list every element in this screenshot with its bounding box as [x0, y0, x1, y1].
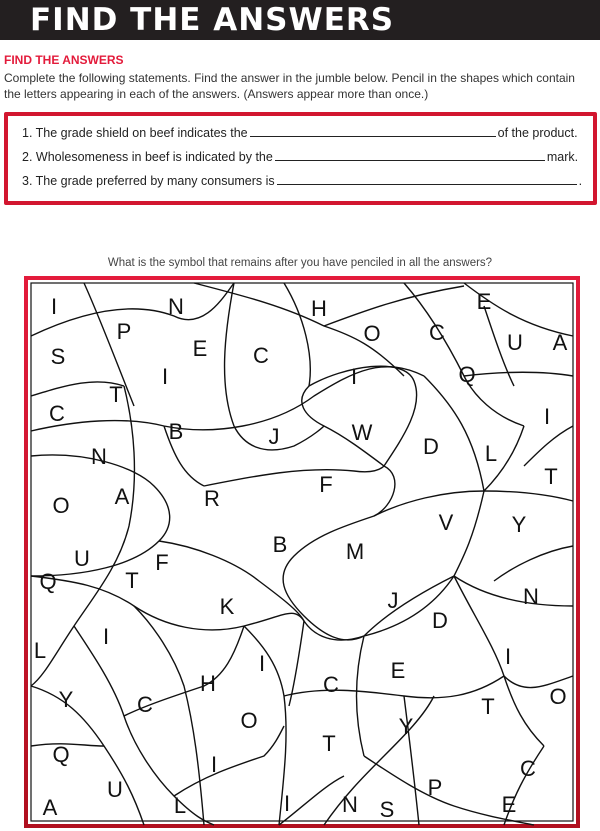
puzzle-letter: M — [345, 539, 365, 564]
puzzle-letter: I — [543, 404, 551, 429]
puzzle-letter: R — [204, 486, 220, 511]
puzzle-letter: Y — [58, 687, 74, 712]
questions-box — [4, 112, 597, 205]
answer-blank-3[interactable] — [277, 183, 577, 185]
puzzle-letter: C — [49, 401, 65, 426]
puzzle-letter: J — [268, 424, 280, 449]
instructions-text: Complete the following statements. Find the answer in the jumble below. Pencil in the shapes which contain the letters appearing in each of the answers. (Answers appear more than once.) — [4, 71, 575, 101]
puzzle-letter: E — [192, 336, 208, 361]
puzzle-letter: K — [219, 594, 235, 619]
puzzle-letter: E — [390, 658, 406, 683]
puzzle-letter: O — [363, 321, 381, 346]
puzzle-letter: U — [107, 777, 123, 802]
puzzle-letter: D — [432, 608, 448, 633]
puzzle-diagram[interactable] — [24, 276, 580, 828]
puzzle-letter: S — [50, 344, 66, 369]
puzzle-border — [26, 278, 578, 826]
question-3 — [22, 174, 582, 188]
puzzle-letter: I — [102, 624, 110, 649]
puzzle-letter: D — [423, 434, 439, 459]
puzzle-letter: O — [240, 708, 258, 733]
header-banner — [0, 0, 600, 40]
puzzle-letter: E — [476, 289, 492, 314]
puzzle-letter: B — [168, 419, 184, 444]
puzzle-letter: H — [311, 296, 327, 321]
section-title: FIND THE ANSWERS — [4, 53, 124, 67]
puzzle-letter: Y — [398, 714, 414, 739]
puzzle-letter: T — [481, 694, 495, 719]
puzzle-letter: T — [322, 731, 336, 756]
puzzle-letter: O — [52, 493, 70, 518]
question-3-text: 3. The grade preferred by many consumers is — [22, 174, 275, 188]
puzzle-letter: U — [507, 330, 523, 355]
puzzle-letter: P — [116, 319, 132, 344]
puzzle-letter: A — [114, 484, 130, 509]
puzzle-letter: A — [552, 330, 568, 355]
puzzle-letter: T — [544, 464, 558, 489]
question-2-text: 2. Wholesomeness in beef is indicated by the — [22, 150, 273, 164]
question-2 — [22, 150, 578, 164]
puzzle-letter: I — [258, 651, 266, 676]
page-title: FIND THE ANSWERS — [30, 2, 395, 38]
puzzle-letter: Y — [511, 512, 527, 537]
puzzle-letter: N — [523, 584, 539, 609]
puzzle-letter: V — [438, 510, 454, 535]
puzzle-letter: N — [91, 444, 107, 469]
puzzle-letter: O — [549, 684, 567, 709]
puzzle-letter: I — [210, 752, 218, 777]
puzzle-letter: E — [501, 792, 517, 817]
question-2-suffix: mark. — [546, 150, 579, 164]
puzzle-letter: T — [125, 568, 139, 593]
puzzle-letter: H — [200, 671, 216, 696]
puzzle-letter: T — [109, 382, 123, 407]
puzzle-letter: C — [253, 343, 269, 368]
question-1 — [22, 126, 578, 140]
puzzle-letter: A — [42, 795, 58, 820]
answer-blank-2[interactable] — [275, 159, 545, 161]
question-1-text: 1. The grade shield on beef indicates the — [22, 126, 248, 140]
puzzle-letter: C — [429, 320, 445, 345]
puzzle-letter: B — [272, 532, 288, 557]
puzzle-letter: W — [351, 420, 373, 445]
puzzle-letter: N — [342, 792, 358, 817]
puzzle-letter: F — [155, 550, 169, 575]
puzzle-letter: I — [283, 791, 291, 816]
answer-blank-1[interactable] — [250, 135, 496, 137]
puzzle-letter: L — [33, 638, 47, 663]
puzzle-question: What is the symbol that remains after you have penciled in all the answers? — [107, 257, 493, 269]
puzzle-letter: S — [379, 797, 395, 822]
puzzle-letter: I — [161, 364, 169, 389]
puzzle-letter: U — [74, 546, 90, 571]
puzzle-letter: C — [323, 672, 339, 697]
puzzle-letter: C — [137, 692, 153, 717]
puzzle-letter: J — [387, 588, 399, 613]
puzzle-letter: P — [427, 775, 443, 800]
puzzle-letter: Q — [39, 569, 57, 594]
question-1-suffix: of the product. — [497, 126, 578, 140]
puzzle-letter: C — [520, 756, 536, 781]
puzzle-letter: N — [168, 294, 184, 319]
puzzle-letter: F — [319, 472, 333, 497]
puzzle-letter: I — [504, 644, 512, 669]
puzzle-letter: I — [50, 294, 58, 319]
puzzle-letter: Q — [458, 362, 476, 387]
puzzle-letter: Q — [52, 742, 70, 767]
puzzle-letter: L — [484, 441, 498, 466]
puzzle-letter: L — [173, 793, 187, 818]
question-3-suffix: . — [578, 174, 583, 188]
puzzle-letter: I — [350, 364, 358, 389]
puzzle-area[interactable] — [24, 276, 580, 828]
